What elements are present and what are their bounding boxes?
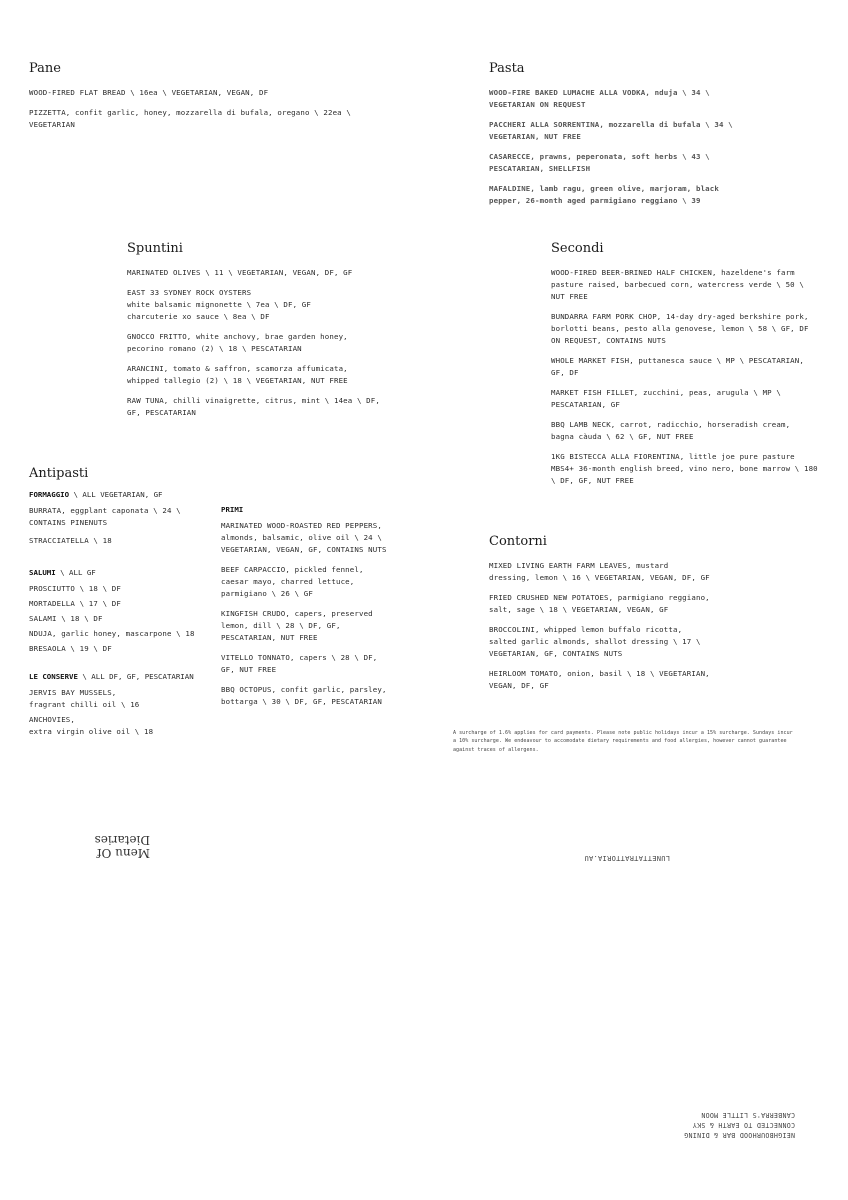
menu-item: WOOD-FIRED BEER-BRINED HALF CHICKEN, hazeldene's farm pasture raised, barbecued corn, watercress verde \ 50 \ NUT FREE <box>551 268 804 301</box>
menu-title-line2: Dietaries <box>94 833 150 847</box>
formaggio-group-title <box>29 489 219 501</box>
menu-item: PROSCIUTTO \ 18 \ DF <box>29 584 121 593</box>
menu-title-block <box>70 833 150 859</box>
menu-item: BBQ OCTOPUS, confit garlic, parsley, bottarga \ 30 \ DF, GF, PESCATARIAN <box>221 685 387 706</box>
contorni-heading: Contorni <box>489 534 547 549</box>
menu-item: MIXED LIVING EARTH FARM LEAVES, mustard dressing, lemon \ 16 \ VEGETARIAN, VEGAN, DF, GF <box>489 561 710 582</box>
tagline-line3: CANBERRA'S LITTLE MOON <box>701 1111 795 1119</box>
menu-item: WOOD-FIRE BAKED LUMACHE ALLA VODKA, nduja \ 34 \ VEGETARIAN ON REQUEST <box>489 88 710 109</box>
menu-item: BBQ LAMB NECK, carrot, radicchio, horseradish cream, bagna càuda \ 62 \ GF, NUT FREE <box>551 420 791 441</box>
salumi-note: \ ALL GF <box>55 568 96 577</box>
menu-item: KINGFISH CRUDO, capers, preserved lemon, dill \ 28 \ DF, GF, PESCATARIAN, NUT FREE <box>221 609 373 642</box>
formaggio-title: FORMAGGIO <box>29 490 70 499</box>
menu-item: MARINATED OLIVES \ 11 \ VEGETARIAN, VEGAN, DF, GF <box>127 268 353 277</box>
menu-title-line1: Menu Of <box>97 846 150 860</box>
menu-item: CASARECCE, prawns, peperonata, soft herbs \ 43 \ PESCATARIAN, SHELLFISH <box>489 152 710 173</box>
tagline-block <box>645 1110 795 1140</box>
menu-item: WHOLE MARKET FISH, puttanesca sauce \ MP \ PESCATARIAN, GF, DF <box>551 356 804 377</box>
conserve-group-title <box>29 671 219 683</box>
pane-heading: Pane <box>29 61 61 76</box>
pasta-section <box>489 61 789 215</box>
tagline-line1: NEIGHBOURHOOD BAR & DINING <box>683 1131 795 1139</box>
menu-item: RAW TUNA, chilli vinaigrette, citrus, mint \ 14ea \ DF, GF, PESCATARIAN <box>127 396 380 417</box>
menu-item: BURRATA, eggplant caponata \ 24 \ CONTAINS PINENUTS <box>29 506 181 527</box>
menu-item: VITELLO TONNATO, capers \ 28 \ DF, GF, NUT FREE <box>221 653 378 674</box>
primi-title: PRIMI <box>221 505 244 514</box>
menu-item: ARANCINI, tomato & saffron, scamorza affumicata, whipped tallegio (2) \ 18 \ VEGETARIAN, NUT FREE <box>127 364 348 385</box>
secondi-section <box>551 241 841 495</box>
menu-item: MARKET FISH FILLET, zucchini, peas, arugula \ MP \ PESCATARIAN, GF <box>551 388 781 409</box>
pasta-heading: Pasta <box>489 61 525 76</box>
menu-item: MORTADELLA \ 17 \ DF <box>29 599 121 608</box>
surcharge-footnote: A surcharge of 1.6% applies for card payments. Please note public holidays incur a 15% surcharge. Sundays incur a 10% surcharge. We endeavour to accomodate dietary requirements and food allergies, however cannot guarantee against traces of allergens. <box>453 730 793 753</box>
conserve-note: \ ALL DF, GF, PESCATARIAN <box>77 672 194 681</box>
menu-item: BUNDARRA FARM PORK CHOP, 14-day dry-aged berkshire pork, borlotti beans, pesto alla genovese, lemon \ 58 \ GF, DF ON REQUEST, CONTAINS NUTS <box>551 312 809 345</box>
menu-item: FRIED CRUSHED NEW POTATOES, parmigiano reggiano, salt, sage \ 18 \ VEGETARIAN, VEGAN, GF <box>489 593 710 614</box>
menu-item: ANCHOVIES, extra virgin olive oil \ 18 <box>29 715 154 736</box>
antipasti-primi-column <box>221 504 421 716</box>
menu-item: EAST 33 SYDNEY ROCK OYSTERS white balsamic mignonette \ 7ea \ DF, GF charcuterie xo sauce \ 8ea \ DF <box>127 288 311 321</box>
menu-item: 1KG BISTECCA ALLA FIORENTINA, little joe pure pasture MBS4+ 36-month english breed, vino nero, bone marrow \ 180 \ DF, GF, NUT FREE <box>551 452 818 485</box>
menu-item: JERVIS BAY MUSSELS, fragrant chilli oil \ 16 <box>29 688 140 709</box>
salumi-group-title <box>29 567 219 579</box>
pane-section <box>29 61 389 139</box>
salumi-title: SALUMI <box>29 568 56 577</box>
menu-item: GNOCCO FRITTO, white anchovy, brae garden honey, pecorino romano (2) \ 18 \ PESCATARIAN <box>127 332 348 353</box>
menu-item: MAFALDINE, lamb ragu, green olive, marjoram, black pepper, 26-month aged parmigiano reggiano \ 39 <box>489 184 719 205</box>
menu-item: BROCCOLINI, whipped lemon buffalo ricotta, salted garlic almonds, shallot dressing \ 17 \ VEGETARIAN, GF, CONTAINS NUTS <box>489 625 701 658</box>
menu-item: BRESAOLA \ 19 \ DF <box>29 644 112 653</box>
website-url: LUNETTATRATTORIA.AU <box>584 854 670 862</box>
antipasti-left-column <box>29 489 219 746</box>
menu-item: SALAMI \ 18 \ DF <box>29 614 103 623</box>
tagline-line2: CONNECTED TO EARTH & SKY <box>692 1121 795 1129</box>
menu-item: BEEF CARPACCIO, pickled fennel, caesar mayo, charred lettuce, parmigiano \ 26 \ GF <box>221 565 364 598</box>
menu-item: MARINATED WOOD-ROASTED RED PEPPERS, almonds, balsamic, olive oil \ 24 \ VEGETARIAN, VEGAN, GF, CONTAINS NUTS <box>221 521 387 554</box>
antipasti-heading: Antipasti <box>29 466 89 481</box>
menu-item: PACCHERI ALLA SORRENTINA, mozzarella di bufala \ 34 \ VEGETARIAN, NUT FREE <box>489 120 733 141</box>
spuntini-heading: Spuntini <box>127 241 183 256</box>
menu-item: STRACCIATELLA \ 18 <box>29 536 112 545</box>
secondi-heading: Secondi <box>551 241 604 256</box>
contorni-section <box>489 534 779 700</box>
conserve-title: LE CONSERVE <box>29 672 78 681</box>
menu-item: PIZZETTA, confit garlic, honey, mozzarella di bufala, oregano \ 22ea \ VEGETARIAN <box>29 108 351 129</box>
menu-item: HEIRLOOM TOMATO, onion, basil \ 18 \ VEGETARIAN, VEGAN, DF, GF <box>489 669 710 690</box>
menu-item: NDUJA, garlic honey, mascarpone \ 18 <box>29 629 195 638</box>
spuntini-section <box>127 241 417 427</box>
formaggio-note: \ ALL VEGETARIAN, GF <box>69 490 163 499</box>
menu-item: WOOD-FIRED FLAT BREAD \ 16ea \ VEGETARIAN, VEGAN, DF <box>29 88 269 97</box>
